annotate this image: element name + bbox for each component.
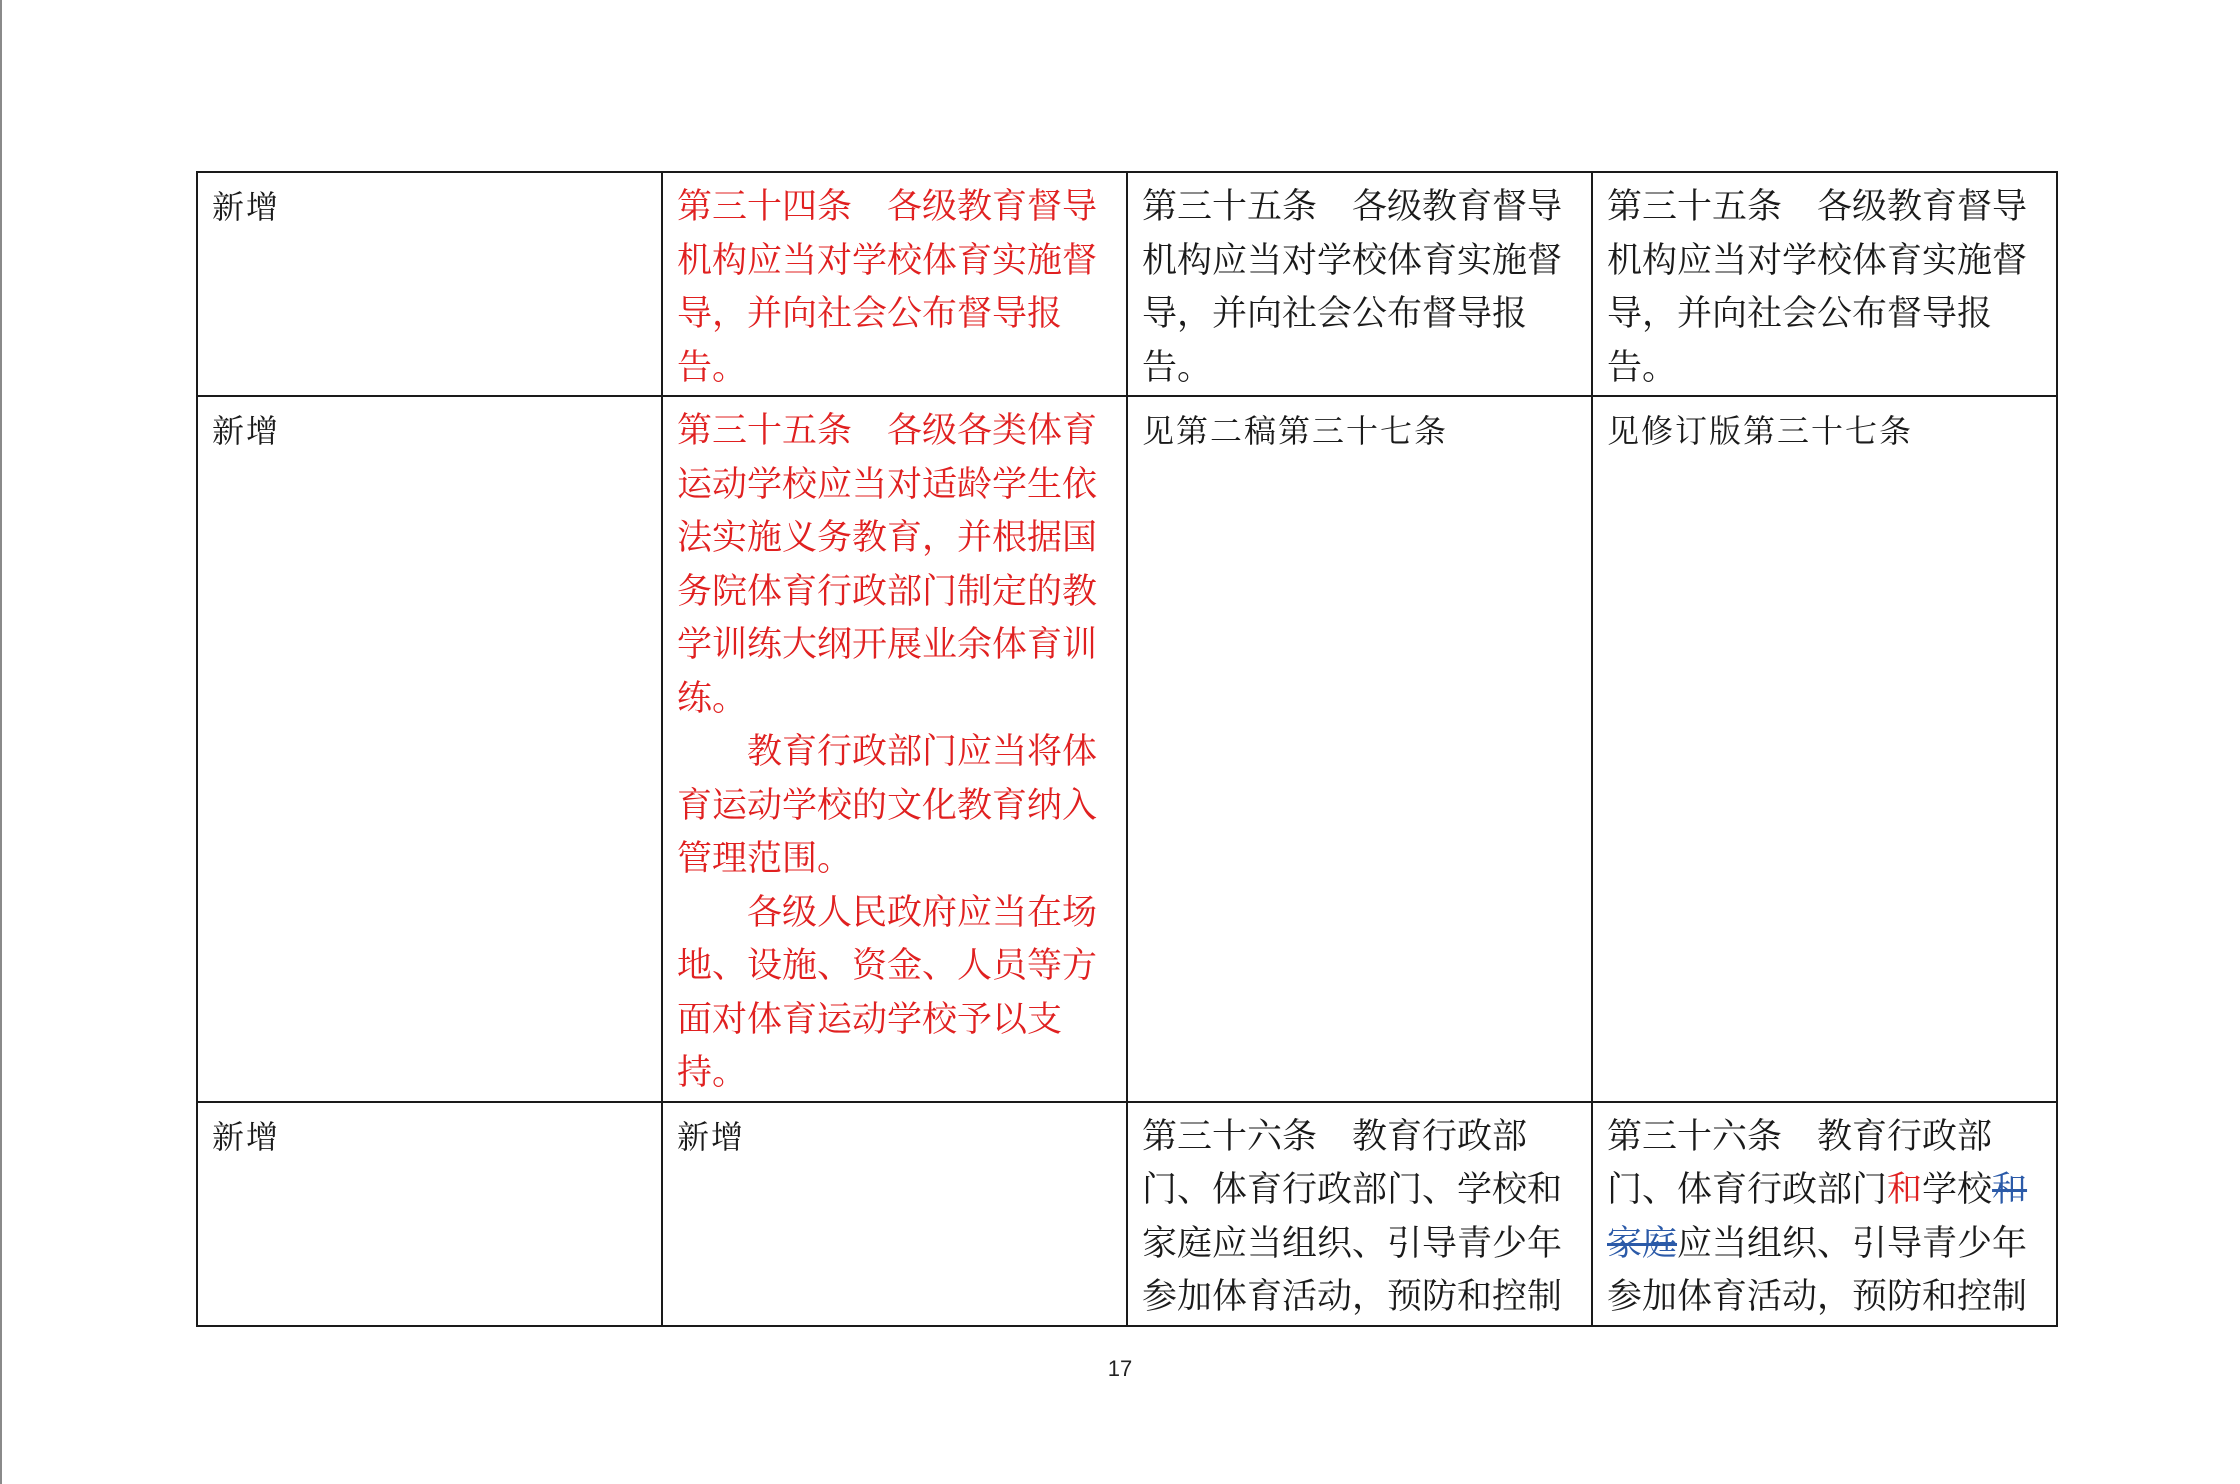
page-number: 17: [1107, 1356, 1133, 1381]
cell-original: [197, 172, 662, 396]
draft-paragraph: 第三十五条 各级各类体育运动学校应当对适龄学生依法实施义务教育，并根据国务院体育行政部门制定的教学训练大纲开展业余体育训练。: [677, 411, 1098, 719]
draft-paragraph: 教育行政部门应当将体育运动学校的文化教育纳入管理范围。: [677, 732, 1098, 879]
table-row: [197, 396, 2057, 1102]
cell-draft: [662, 396, 1127, 1102]
table-row: [197, 172, 2057, 396]
cell-revised: [1592, 1102, 2057, 1326]
inserted-text: 和: [1887, 1170, 1923, 1210]
cell-text: 新增: [212, 412, 281, 450]
cell-revised: [1592, 396, 2057, 1102]
cell-text: 第三十六条 教育行政部门、体育行政部门、学校和家庭应当组织、引导青少年参加体育活动，预防和控制: [1142, 1116, 1563, 1317]
cell-original: [197, 1102, 662, 1326]
revised-text: 第三十六条 教育行政部门、体育行政部门: [1607, 1116, 1993, 1210]
cell-text: 新增: [677, 1117, 746, 1156]
draft-paragraph: 各级人民政府应当在场地、设施、资金、人员等方面对体育运动学校予以支持。: [677, 892, 1098, 1093]
revised-text: 应当组织、引导青少年参加体育活动，预防和控制: [1607, 1223, 2028, 1317]
cell-text: 见修订版第三十七条: [1607, 412, 1914, 450]
cell-original: [197, 396, 662, 1102]
deleted-text: 和家庭: [1607, 1170, 2028, 1264]
comparison-table: [196, 171, 2058, 1327]
table-row: [197, 1102, 2057, 1326]
cell-second-draft: [1127, 396, 1592, 1102]
cell-second-draft: [1127, 1102, 1592, 1326]
draft-paragraph: 第三十四条 各级教育督导机构应当对学校体育实施督导，并向社会公布督导报告。: [677, 187, 1098, 388]
page-edge: [0, 0, 2, 1484]
cell-text: 第三十五条 各级教育督导机构应当对学校体育实施督导，并向社会公布督导报告。: [1142, 187, 1563, 388]
cell-revised: [1592, 172, 2057, 396]
cell-text: 新增: [212, 1117, 281, 1156]
cell-second-draft: [1127, 172, 1592, 396]
revised-text: 学校: [1922, 1170, 1993, 1210]
cell-text: 见第二稿第三十七条: [1142, 412, 1449, 450]
cell-draft: [662, 172, 1127, 396]
cell-text: 第三十五条 各级教育督导机构应当对学校体育实施督导，并向社会公布督导报告。: [1607, 187, 2028, 388]
cell-text: 新增: [212, 188, 281, 226]
cell-draft: [662, 1102, 1127, 1326]
